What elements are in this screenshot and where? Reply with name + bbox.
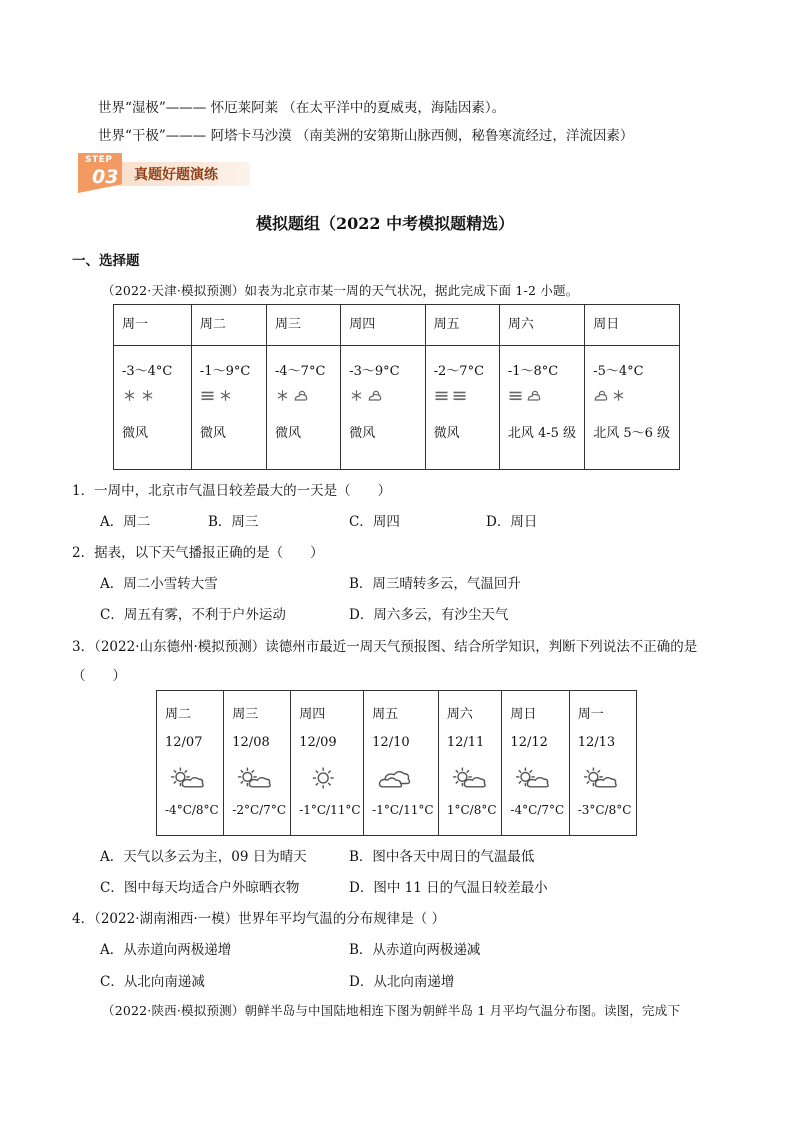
forecast-day: 周一 [577, 707, 604, 722]
forecast-day: 周五 [372, 707, 399, 722]
partly-cloudy-icon [526, 388, 541, 403]
forecast-cell [291, 691, 364, 836]
forecast-date: 12/12 [510, 735, 548, 750]
q3-option-d[interactable]: D．图中 11 日的气温日较差最小 [349, 880, 548, 896]
snow-icon [611, 388, 626, 403]
forecast-day: 周日 [510, 707, 537, 722]
temperature-range: -2～7°C [433, 364, 485, 379]
fog-icon [200, 388, 215, 403]
forecast-cell [438, 691, 502, 836]
snow-icon [122, 388, 137, 403]
temperature-range: -3～4°C [122, 364, 173, 379]
temperature-range: -5～4°C [593, 364, 644, 379]
temperature-range: -4～7°C [275, 364, 326, 379]
forecast-cell [502, 691, 569, 836]
question-stem-1-2: （2022·天津·模拟预测）如表为北京市某一周的天气状况，据此完成下面 1-2 小题。 [102, 283, 579, 298]
q3-option-c[interactable]: C．图中每天均适合户外晾晒衣物 [100, 880, 300, 896]
q2-option-c[interactable]: C．周五有雾，不利于户外运动 [100, 607, 286, 623]
cloudy-icon [372, 767, 420, 789]
question-3: 3．（2022·山东德州·模拟预测）读德州市最近一周天气预报图、结合所学知识，判断下列说法不正确的是 [72, 639, 698, 655]
q1-option-d[interactable]: D．周日 [486, 514, 538, 530]
step-badge [78, 153, 250, 193]
sunny-cloudy-icon [447, 767, 495, 789]
weather-cell [585, 305, 680, 470]
wind-label: 北风 4-5 级 [507, 426, 577, 441]
q3-option-b[interactable]: B．图中各天中周日的气温最低 [349, 849, 535, 865]
wind-label: 北风 5～6 级 [593, 426, 671, 441]
forecast-temperature: -4°C/7°C [510, 803, 565, 817]
question-stem-5: （2022·陕西·模拟预测）朝鲜半岛与中国陆地相连下图为朝鲜半岛 1 月平均气温分布图。读图，完成下 [102, 1003, 681, 1018]
day-label: 周五 [426, 305, 499, 346]
forecast-temperature: -4°C/8°C [165, 803, 219, 817]
wind-label: 微风 [433, 426, 460, 441]
forecast-temperature: -1°C/11°C [299, 803, 361, 817]
sunny-cloudy-icon [232, 767, 280, 789]
forecast-temperature: 1°C/8°C [446, 803, 497, 817]
forecast-date: 12/08 [232, 735, 270, 750]
q1-option-c[interactable]: C．周四 [349, 514, 400, 530]
intro-line-dry-pole: 世界“干极”——— 阿塔卡马沙漠 （南美洲的安第斯山脉西侧，秘鲁寒流经过，洋流因素） [98, 128, 634, 144]
snow-icon [140, 388, 155, 403]
wind-label: 微风 [275, 426, 302, 441]
weather-forecast-dezhou [156, 690, 637, 836]
q2-option-d[interactable]: D．周六多云，有沙尘天气 [349, 607, 509, 623]
temperature-range: -3～9°C [349, 364, 400, 379]
weather-cell [341, 305, 425, 470]
badge-step: STEP [85, 155, 113, 165]
q2-option-b[interactable]: B．周三晴转多云，气温回升 [349, 576, 521, 592]
weather-icons [508, 388, 584, 422]
sunny-cloudy-icon [578, 767, 626, 789]
question-4: 4．（2022·湖南湘西·一模）世界年平均气温的分布规律是（ ） [72, 911, 446, 927]
q4-option-a[interactable]: A．从赤道向两极递增 [100, 942, 232, 958]
forecast-temperature: -3°C/8°C [577, 803, 632, 817]
weather-icons [593, 388, 679, 422]
weather-icons [200, 388, 266, 422]
wind-label: 微风 [199, 426, 226, 441]
badge-number: 03 [92, 166, 119, 188]
badge-label: 真题好题演练 [134, 167, 218, 183]
sunny-icon [299, 767, 347, 789]
q4-option-b[interactable]: B．从赤道向两极递减 [349, 942, 481, 958]
weather-icons [349, 388, 424, 422]
sunny-cloudy-icon [165, 767, 213, 789]
weather-icons [275, 388, 340, 422]
q1-option-a[interactable]: A．周二 [100, 514, 151, 530]
forecast-date: 12/07 [165, 735, 203, 750]
forecast-cell [224, 691, 291, 836]
weather-cell [267, 305, 341, 470]
q4-option-c[interactable]: C．从北向南递减 [100, 974, 205, 990]
forecast-date: 12/11 [446, 735, 485, 750]
partly-cloudy-icon [367, 388, 382, 403]
intro-line-wet-pole: 世界“湿极”——— 怀厄莱阿莱 （在太平洋中的夏威夷，海陆因素）。 [98, 100, 506, 116]
weather-icons [122, 388, 191, 422]
question-3-bracket: （ ） [72, 668, 126, 684]
day-label: 周六 [500, 305, 584, 346]
q2-option-a[interactable]: A．周二小雪转大雪 [100, 576, 218, 592]
day-label: 周日 [585, 305, 679, 346]
wind-label: 微风 [349, 426, 376, 441]
question-1: 1．一周中，北京市气温日较差最大的一天是（ ） [72, 483, 392, 499]
forecast-cell [157, 691, 224, 836]
day-label: 周三 [267, 305, 340, 346]
forecast-date: 12/13 [577, 735, 616, 750]
partly-cloudy-icon [293, 388, 308, 403]
forecast-temperature: -1°C/11°C [372, 803, 434, 817]
temperature-range: -1～8°C [507, 364, 559, 379]
question-2: 2．据表，以下天气播报正确的是（ ） [72, 545, 324, 561]
weather-cell [425, 305, 499, 470]
forecast-day: 周四 [299, 707, 326, 722]
forecast-cell [364, 691, 439, 836]
forecast-cell [569, 691, 636, 836]
weather-cell [114, 305, 192, 470]
snow-icon [349, 388, 364, 403]
weather-cell [191, 305, 266, 470]
fog-icon [508, 388, 523, 403]
day-label: 周二 [192, 305, 266, 346]
day-label: 周一 [114, 305, 191, 346]
weather-cell [499, 305, 584, 470]
q1-option-b[interactable]: B．周三 [208, 514, 259, 530]
temperature-range: -1～9°C [199, 364, 251, 379]
section-heading: 一、选择题 [72, 253, 140, 269]
forecast-date: 12/10 [372, 735, 410, 750]
q3-option-a[interactable]: A．天气以多云为主，09 日为晴天 [100, 849, 307, 865]
forecast-day: 周三 [232, 707, 259, 722]
fog-icon [434, 388, 449, 403]
forecast-day: 周六 [446, 707, 473, 722]
q4-option-d[interactable]: D．从北向南递增 [349, 974, 455, 990]
weather-icons [434, 388, 499, 422]
snow-icon [218, 388, 233, 403]
section-title: 模拟题组（2022 中考模拟题精选） [256, 214, 515, 233]
snow-icon [275, 388, 290, 403]
partly-cloudy-icon [593, 388, 608, 403]
sunny-cloudy-icon [510, 767, 558, 789]
forecast-temperature: -2°C/7°C [232, 803, 286, 817]
forecast-date: 12/09 [299, 735, 337, 750]
fog-icon [452, 388, 467, 403]
day-label: 周四 [341, 305, 424, 346]
forecast-day: 周二 [165, 707, 192, 722]
wind-label: 微风 [122, 426, 149, 441]
weather-table-beijing [113, 304, 680, 470]
